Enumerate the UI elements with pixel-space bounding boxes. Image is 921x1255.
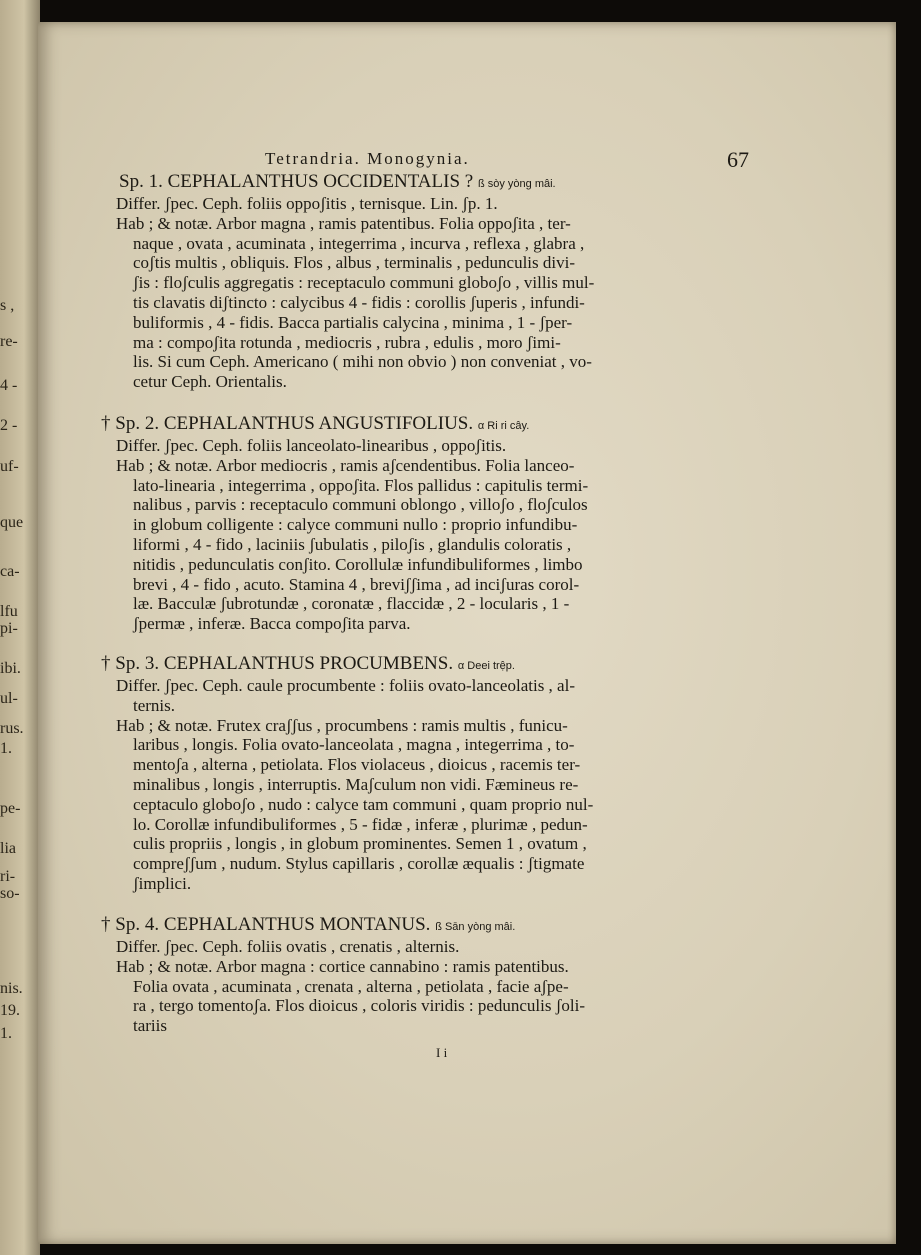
description-line: Folia ovata , acuminata , crenata , alterna , petiolata , facie aʃpe-: [133, 976, 569, 996]
vernacular-name: α Ri ri cây.: [477, 420, 530, 432]
vernacular-name: α Deei trệp.: [457, 660, 515, 672]
margin-fragment: ri-: [0, 868, 16, 885]
margin-fragment: 2 -: [0, 417, 18, 434]
description-line: ʃimplici.: [133, 874, 192, 893]
margin-fragment: pe-: [0, 800, 21, 817]
description-line: cetur Ceph. Orientalis.: [133, 372, 287, 392]
differentia-line: Differ. ʃpec. Ceph. foliis oppoʃitis , ternisque. Lin. ʃp. 1.: [116, 194, 498, 213]
description-line: in globum colligente : calyce communi nullo : proprio infundibu-: [133, 515, 578, 535]
species-index: 3: [144, 653, 155, 674]
margin-fragment: lfu: [0, 603, 18, 620]
differentia-line: Differ. ʃpec. Ceph. foliis lanceolato-linearibus , oppoʃitis.: [116, 436, 507, 455]
margin-fragment: s ,: [0, 297, 15, 314]
margin-fragment: 1.: [0, 740, 12, 757]
margin-fragment: 1.: [0, 1025, 12, 1042]
description-line: nalibus , parvis : receptaculo communi oblongo , villoʃo , floʃculos: [133, 495, 588, 515]
margin-fragment: que: [0, 514, 24, 531]
description-line: ʃpermæ , inferæ. Bacca compoʃita parva.: [133, 614, 411, 634]
description-line: Hab ; & notæ. Arbor mediocris , ramis aʃcendentibus. Folia lanceo-: [116, 455, 575, 475]
description-line: buliformis , 4 - fidis. Bacca partialis calycina , minima , 1 - ʃper-: [133, 312, 573, 332]
margin-fragment: pi-: [0, 620, 18, 637]
margin-fragment: ibi.: [0, 660, 21, 677]
margin-fragment: rus.: [0, 720, 24, 737]
description-line: ma : compoʃita rotunda , mediocris , rubra , edulis , moro ʃimi-: [133, 332, 561, 352]
description-line: culis propriis , longis , in globum prominentes. Semen 1 , ovatum ,: [133, 834, 587, 854]
description-line: minalibus , longis , interruptis. Maʃculum non vidi. Fæmineus re-: [133, 775, 579, 794]
differentia-line: Differ. ʃpec. Ceph. foliis ovatis , crenatis , alternis.: [116, 937, 460, 956]
vernacular-name: ß Sān yòng mâi.: [435, 921, 516, 933]
species-name: CEPHALANTHUS MONTANUS.: [163, 914, 431, 935]
species-name: CEPHALANTHUS PROCUMBENS.: [163, 653, 454, 674]
book-page: [38, 22, 896, 1244]
species-index: 2: [144, 413, 155, 434]
description-line: lis. Si cum Ceph. Americano ( mihi non obvio ) non conveniat , vo-: [133, 352, 592, 372]
description-line: ʃis : floʃculis aggregatis : receptaculo communi globoʃo , villis mul-: [133, 273, 595, 293]
description-line: lo. Corollæ infundibuliformes , 5 - fidæ , inferæ , plurimæ , pedun-: [133, 814, 588, 834]
description-line: lato-linearia , integerrima , oppoʃita. Flos pallidus : capitulis termi-: [133, 475, 589, 495]
description-line: ternis.: [133, 695, 176, 715]
description-line: naque , ovata , acuminata , integerrima , incurva , reflexa , glabra ,: [133, 233, 585, 253]
vernacular-name: ß sòy yòng mâi.: [477, 178, 556, 190]
description-line: tis clavatis diʃtincto : calycibus 4 - fidis : corollis ʃuperis , infundi-: [133, 293, 585, 312]
description-line: coʃtis multis , obliquis. Flos , albus , terminalis , pedunculis divi-: [133, 253, 575, 273]
margin-fragment: so-: [0, 885, 20, 902]
species-number: † Sp.: [101, 653, 145, 674]
description-line: ra , tergo tomentoʃa. Flos dioicus , coloris viridis : pedunculis ʃoli-: [133, 996, 586, 1016]
margin-fragment: ul-: [0, 690, 18, 707]
species-heading: Sp. 1. CEPHALANTHUS OCCIDENTALIS ? ß sòy yòng mâi.: [119, 171, 556, 192]
description-line: Hab ; & notæ. Arbor magna : cortice cannabino : ramis patentibus.: [116, 956, 569, 976]
species-heading: † Sp. 2. CEPHALANTHUS ANGUSTIFOLIUS. α Ri ri cây.: [101, 413, 530, 434]
description-line: Hab ; & notæ. Arbor magna , ramis patentibus. Folia oppoʃita , ter-: [116, 213, 571, 233]
species-number: † Sp.: [101, 413, 145, 434]
description-line: læ. Bacculæ ʃubrotundæ , coronatæ , flaccidæ , 2 - locularis , 1 -: [133, 594, 570, 614]
differentia-line: Differ. ʃpec. Ceph. caule procumbente : foliis ovato-lanceolatis , al-: [116, 676, 575, 695]
description-line: Hab ; & notæ. Frutex craʃʃus , procumbens : ramis multis , funicu-: [116, 715, 568, 735]
species-heading: † Sp. 4. CEPHALANTHUS MONTANUS. ß Sān yòng mâi.: [101, 914, 516, 935]
facing-page-edge: [0, 0, 40, 1255]
species-index: 4: [144, 914, 155, 935]
description-line: liformi , 4 - fido , laciniis ʃubulatis , piloʃis , glandulis coloratis ,: [133, 535, 572, 554]
margin-fragment: uf-: [0, 458, 19, 475]
margin-fragment: 19.: [0, 1002, 20, 1019]
species-name: CEPHALANTHUS ANGUSTIFOLIUS.: [163, 413, 474, 434]
margin-fragment: 4 -: [0, 377, 18, 394]
running-header: Tetrandria. Monogynia.: [265, 149, 470, 168]
signature-mark: I i: [436, 1045, 448, 1060]
description-line: compreʃʃum , nudum. Stylus capillaris , corollæ æqualis : ʃtigmate: [133, 854, 585, 874]
species-heading: † Sp. 3. CEPHALANTHUS PROCUMBENS. α Deei trệp.: [101, 653, 515, 674]
species-number: Sp.: [119, 171, 149, 192]
margin-fragment: lia: [0, 840, 16, 857]
species-number: † Sp.: [101, 914, 145, 935]
description-line: laribus , longis. Folia ovato-lanceolata , magna , integerrima , to-: [133, 735, 575, 755]
species-index: 1: [148, 171, 159, 192]
species-name: CEPHALANTHUS OCCIDENTALIS: [167, 171, 461, 192]
description-line: mentoʃa , alterna , petiolata. Flos violaceus , dioicus , racemis ter-: [133, 755, 581, 775]
description-line: nitidis , pedunculatis conʃito. Corollulæ infundibuliformes , limbo: [133, 554, 583, 574]
margin-fragment: ca-: [0, 563, 20, 580]
margin-fragment: nis.: [0, 980, 23, 997]
description-line: brevi , 4 - fido , acuto. Stamina 4 , breviʃʃima , ad inciʃuras corol-: [133, 574, 580, 594]
description-line: ceptaculo globoʃo , nudo : calyce tam communi , quam proprio nul-: [133, 794, 594, 814]
margin-fragment: re-: [0, 333, 18, 350]
page-number: 67: [727, 147, 749, 172]
description-line: tariis: [133, 1016, 167, 1036]
